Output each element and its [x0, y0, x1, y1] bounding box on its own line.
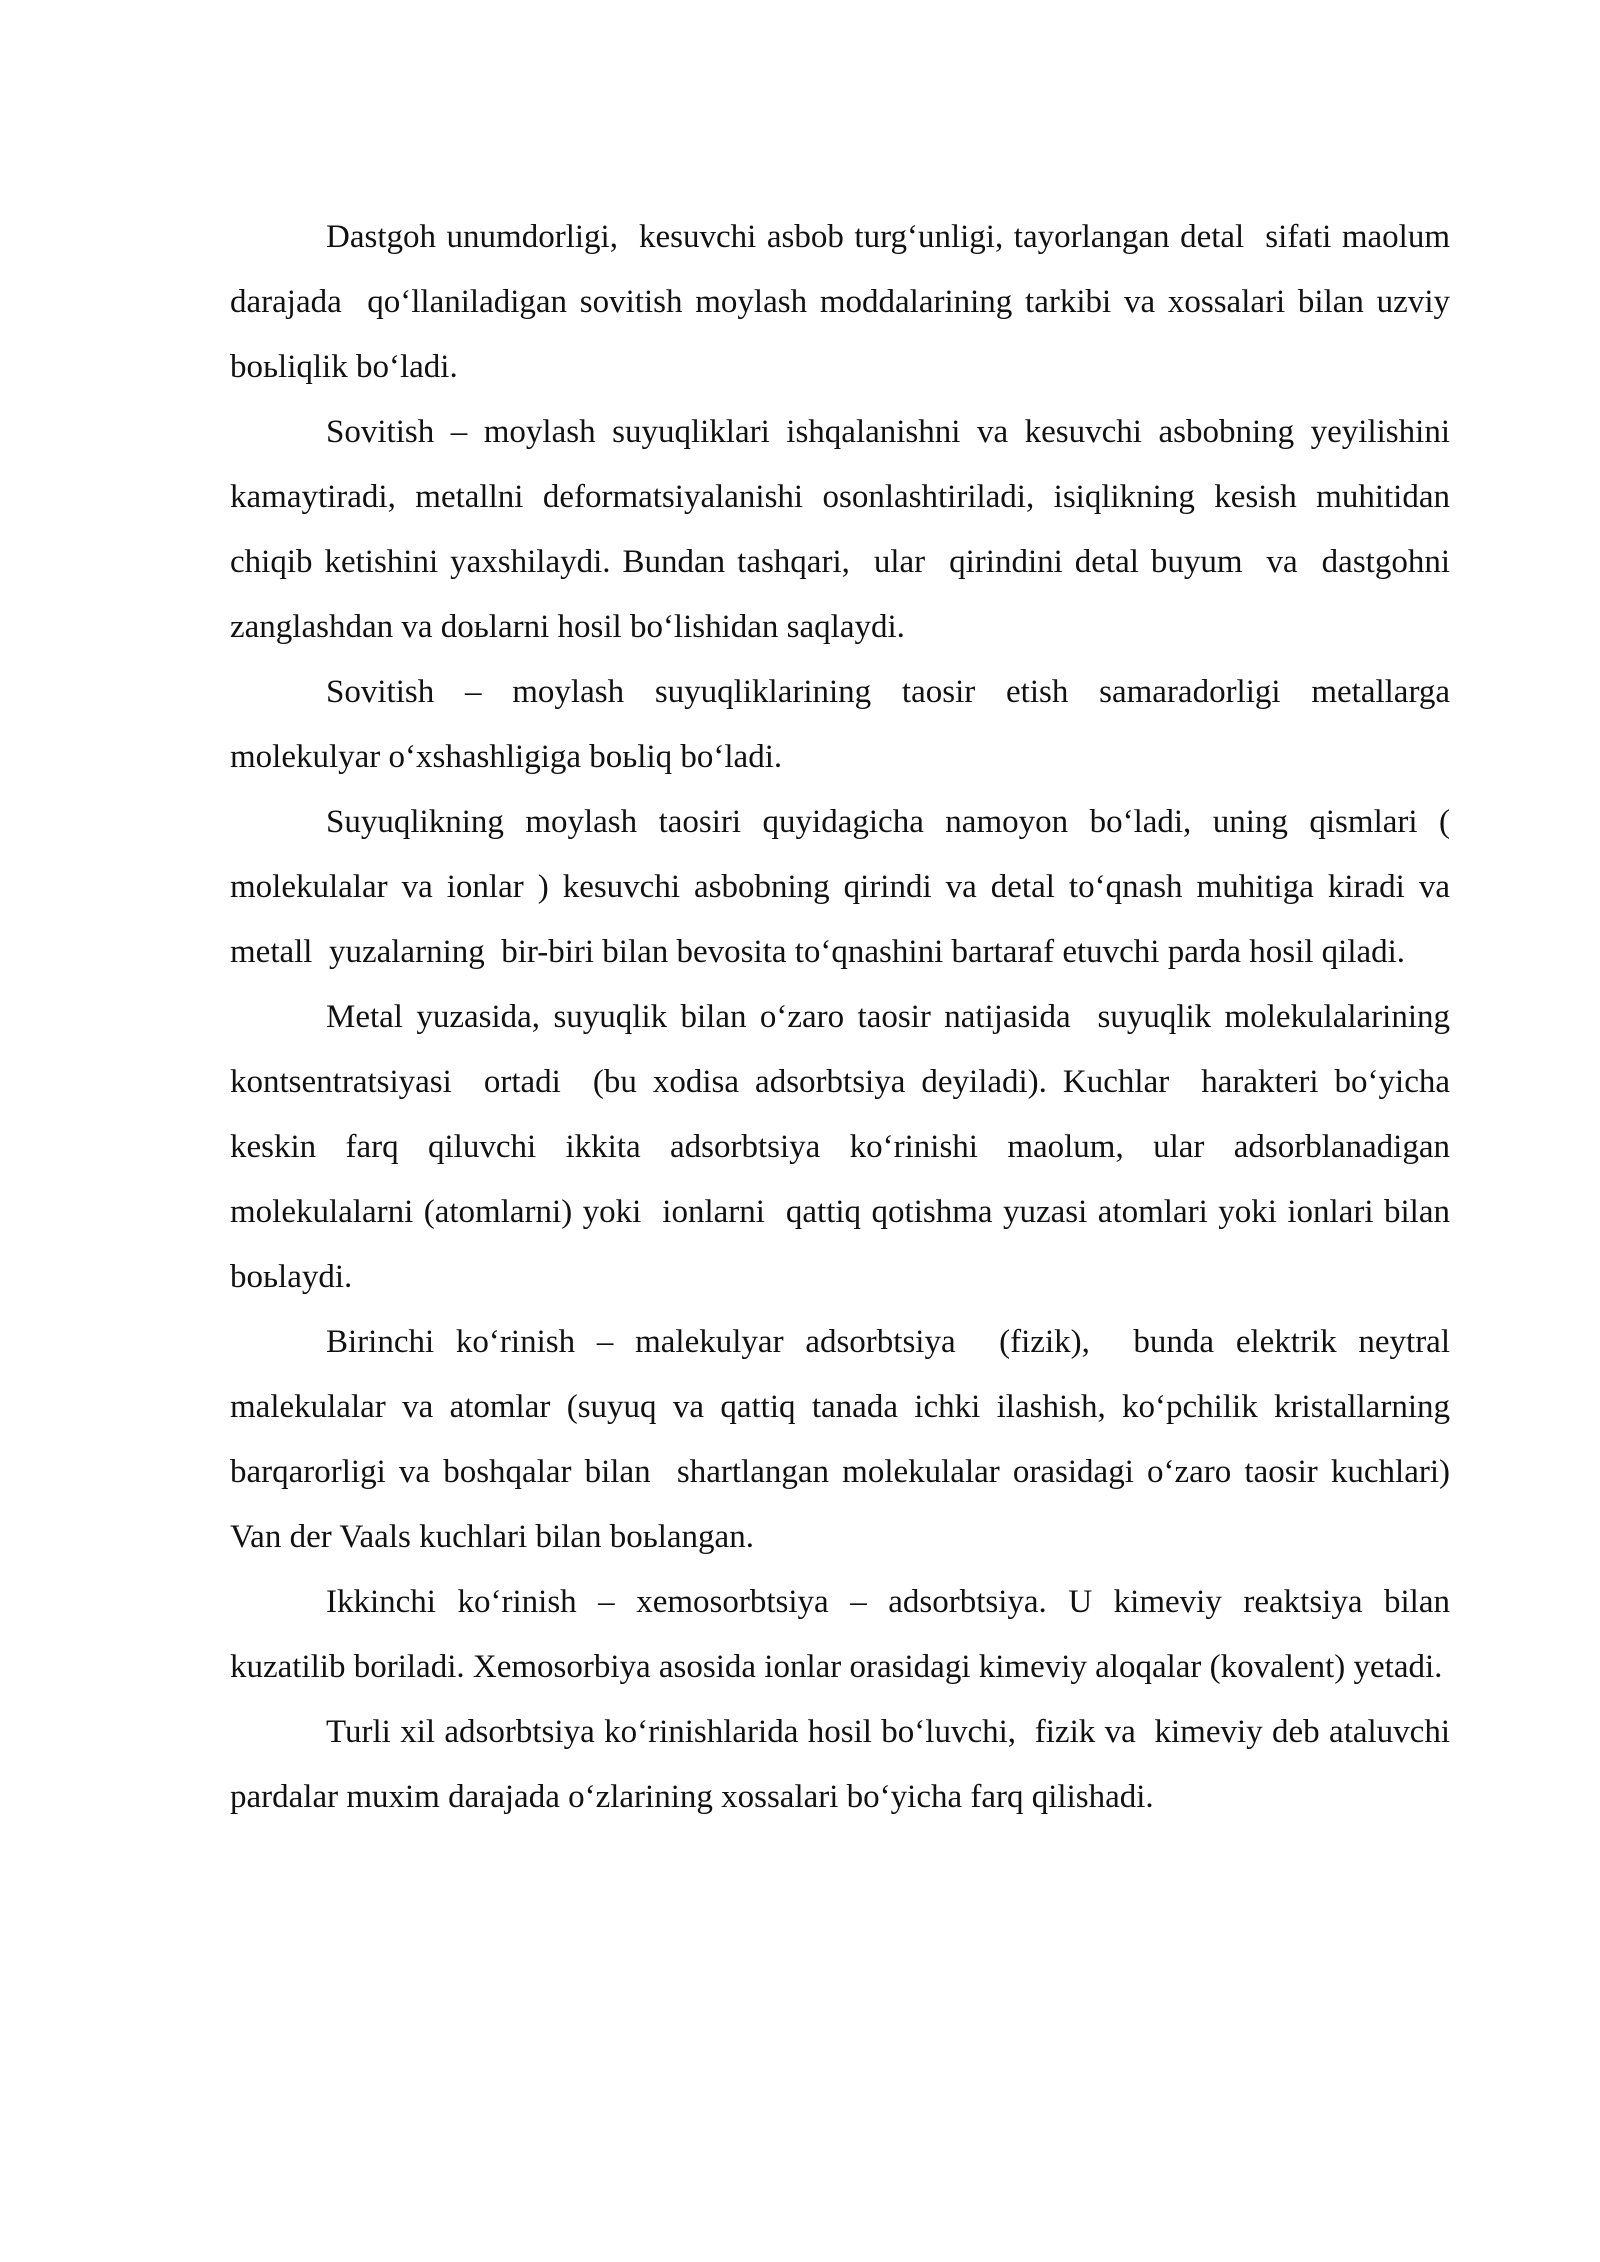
document-page: [230, 205, 1467, 1830]
paragraph-fluid-functions: Sovitish – moylash suyuqliklari ishqalanishni va kesuvchi asbobning yeyilishini kamaytiradi, metallni deformatsiyalanishi osonlashtiriladi, isiqlikning kesish muhitidan chiqib ketishini yaxshilaydi. Bundan tashqari, ular qirindini detal buyum va dastgohni zanglashdan va doьlarni hosil bo‘lishidan saqlaydi.: [230, 414, 1467, 645]
paragraph-efficiency: Sovitish – moylash suyuqliklarining taosir etish samaradorligi metallarga molekulyar o‘xshashligiga boьliq bo‘ladi.: [230, 674, 1459, 775]
paragraph-chemisorption: Ikkinchi ko‘rinish – xemosorbtsiya – adsorbtsiya. U kimeviy reaktsiya bilan kuzatilib boriladi. Xemosorbiya asosida ionlar orasidagi kimeviy aloqalar (kovalent) yetadi.: [230, 1584, 1459, 1685]
paragraph-lubrication-effect: Suyuqlikning moylash taosiri quyidagicha namoyon bo‘ladi, uning qismlari ( molekulalar va ionlar ) kesuvchi asbobning qirindi va detal to‘qnash muhitiga kiradi va metall yuzalarning bir-biri bilan bevosita to‘qnashini bartaraf etuvchi parda hosil qiladi.: [230, 804, 1467, 970]
paragraph-adsorption: Metal yuzasida, suyuqlik bilan o‘zaro taosir natijasida suyuqlik molekulalarining kontsentratsiyasi ortadi (bu xodisa adsorbtsiya deyiladi). Kuchlar harakteri bo‘yicha keskin farq qiluvchi ikkita adsorbtsiya ko‘rinishi maolum, ular adsorblanadigan molekulalarni (atomlarni) yoki ionlarni qattiq qotishma yuzasi atomlari yoki ionlari bilan boьlaydi.: [230, 999, 1467, 1295]
paragraph-films-summary: Turli xil adsorbtsiya ko‘rinishlarida hosil bo‘luvchi, fizik va kimeviy deb ataluvchi pardalar muxim darajada o‘zlarining xossalari bo‘yicha farq qilishadi.: [230, 1714, 1459, 1815]
paragraph-cutting-fluid-intro: Dastgoh unumdorligi, kesuvchi asbob turg‘unligi, tayorlangan detal sifati maolum darajada qo‘llaniladigan sovitish moylash moddalarining tarkibi va xossalari bilan uzviy boьliqlik bo‘ladi.: [230, 219, 1467, 385]
paragraph-physical-adsorption: Birinchi ko‘rinish – malekulyar adsorbtsiya (fizik), bunda elektrik neytral malekulalar va atomlar (suyuq va qattiq tanada ichki ilashish, ko‘pchilik kristallarning barqarorligi va boshqalar bilan shartlangan molekulalar orasidagi o‘zaro taosir kuchlari) Van der Vaals kuchlari bilan boьlangan.: [230, 1324, 1467, 1555]
